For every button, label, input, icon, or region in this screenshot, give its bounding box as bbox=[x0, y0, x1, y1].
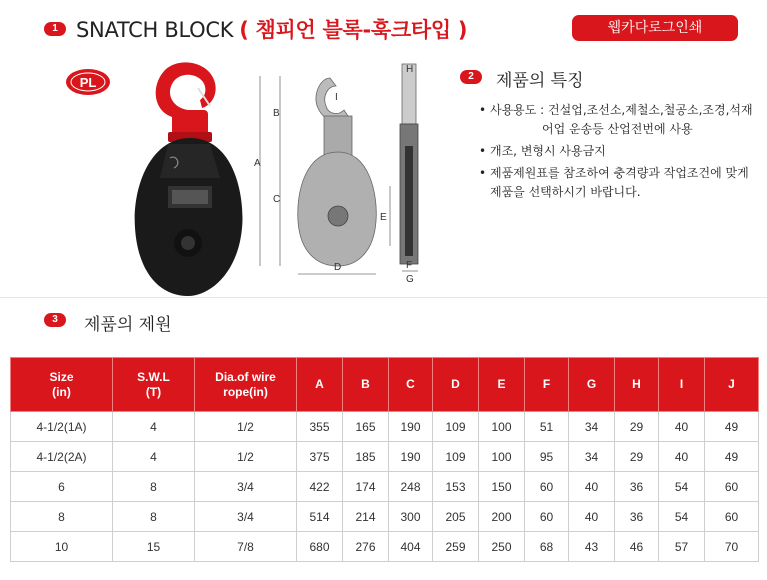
pl-logo bbox=[66, 69, 110, 95]
pl-logo-text: PL bbox=[79, 75, 97, 90]
table-cell: 422 bbox=[297, 472, 343, 502]
spec-header-cell: B bbox=[343, 358, 389, 412]
table-cell: 100 bbox=[479, 442, 525, 472]
spec-header-cell: A bbox=[297, 358, 343, 412]
table-cell: 375 bbox=[297, 442, 343, 472]
spec-heading: 제품의 제원 bbox=[84, 315, 172, 335]
table-row bbox=[11, 412, 759, 442]
table-cell: 34 bbox=[569, 442, 615, 472]
table-cell: 49 bbox=[705, 442, 759, 472]
table-cell: 54 bbox=[659, 472, 705, 502]
table-cell: 40 bbox=[569, 502, 615, 532]
snatch-block-photo-image bbox=[60, 58, 250, 298]
table-cell: 165 bbox=[343, 412, 389, 442]
features-list bbox=[478, 101, 763, 202]
table-cell: 34 bbox=[569, 412, 615, 442]
table-cell: 68 bbox=[525, 532, 569, 562]
table-row bbox=[11, 442, 759, 472]
table-cell: 60 bbox=[525, 502, 569, 532]
web-catalog-print-button[interactable]: 웹카다로그인쇄 bbox=[572, 15, 738, 41]
table-cell: 54 bbox=[659, 502, 705, 532]
feature-item: • 제품제원표를 참조하여 충격량과 작업조건에 맞게 bbox=[478, 164, 763, 183]
spec-header-row bbox=[11, 358, 759, 412]
table-cell: 200 bbox=[479, 502, 525, 532]
table-cell: 57 bbox=[659, 532, 705, 562]
table-cell: 36 bbox=[615, 502, 659, 532]
table-cell: 29 bbox=[615, 412, 659, 442]
table-cell: 1/2 bbox=[195, 442, 297, 472]
table-cell: 109 bbox=[433, 412, 479, 442]
dimension-drawing bbox=[240, 56, 440, 286]
table-cell: 248 bbox=[389, 472, 433, 502]
dimension-label-h: H bbox=[406, 64, 414, 75]
spec-table bbox=[10, 357, 759, 562]
table-cell: 8 bbox=[11, 502, 113, 532]
section-number-badge: 1 bbox=[44, 22, 66, 36]
table-cell: 40 bbox=[659, 442, 705, 472]
spec-header-cell: I bbox=[659, 358, 705, 412]
table-cell: 10 bbox=[11, 532, 113, 562]
section-divider bbox=[0, 297, 767, 298]
table-cell: 46 bbox=[615, 532, 659, 562]
table-cell: 404 bbox=[389, 532, 433, 562]
table-cell: 174 bbox=[343, 472, 389, 502]
table-cell: 60 bbox=[705, 472, 759, 502]
spec-header-cell: E bbox=[479, 358, 525, 412]
table-cell: 4 bbox=[113, 412, 195, 442]
table-cell: 514 bbox=[297, 502, 343, 532]
feature-item-continued: 어업 운송등 산업전번에 사용 bbox=[542, 122, 693, 136]
dimension-label-c: C bbox=[273, 194, 281, 205]
table-cell: 1/2 bbox=[195, 412, 297, 442]
table-cell: 214 bbox=[343, 502, 389, 532]
section-number-badge: 3 bbox=[44, 313, 66, 327]
table-cell: 8 bbox=[113, 472, 195, 502]
table-cell: 190 bbox=[389, 412, 433, 442]
table-cell: 4-1/2(1A) bbox=[11, 412, 113, 442]
dimension-label-b: B bbox=[273, 108, 280, 119]
table-cell: 4 bbox=[113, 442, 195, 472]
feature-item-continued: 제품을 선택하시기 바랍니다. bbox=[490, 185, 641, 199]
spec-header-cell: S.W.L (T) bbox=[113, 358, 195, 412]
page-title-ko: ( 챔피언 블록-훅크타입 ) bbox=[239, 18, 468, 42]
table-cell: 4-1/2(2A) bbox=[11, 442, 113, 472]
table-cell: 60 bbox=[705, 502, 759, 532]
table-cell: 150 bbox=[479, 472, 525, 502]
spec-header-cell: F bbox=[525, 358, 569, 412]
spec-header-cell: Size (in) bbox=[11, 358, 113, 412]
table-cell: 250 bbox=[479, 532, 525, 562]
table-cell: 36 bbox=[615, 472, 659, 502]
spec-header-cell: C bbox=[389, 358, 433, 412]
table-cell: 7/8 bbox=[195, 532, 297, 562]
feature-item: • 사용용도 : 건설업,조선소,제철소,철공소,조경,석재 bbox=[478, 101, 763, 120]
table-cell: 276 bbox=[343, 532, 389, 562]
spec-header-cell: H bbox=[615, 358, 659, 412]
table-row bbox=[11, 472, 759, 502]
table-cell: 29 bbox=[615, 442, 659, 472]
table-cell: 3/4 bbox=[195, 502, 297, 532]
table-cell: 70 bbox=[705, 532, 759, 562]
table-row bbox=[11, 532, 759, 562]
spec-header-cell: D bbox=[433, 358, 479, 412]
dimension-label-f: F bbox=[406, 260, 413, 271]
table-cell: 40 bbox=[659, 412, 705, 442]
table-cell: 15 bbox=[113, 532, 195, 562]
section-number-badge: 2 bbox=[460, 70, 482, 84]
table-cell: 95 bbox=[525, 442, 569, 472]
table-cell: 680 bbox=[297, 532, 343, 562]
table-cell: 100 bbox=[479, 412, 525, 442]
table-cell: 185 bbox=[343, 442, 389, 472]
dimension-label-e: E bbox=[380, 212, 387, 223]
table-cell: 355 bbox=[297, 412, 343, 442]
product-photo bbox=[60, 58, 250, 298]
spec-header-cell: Dia.of wire rope(in) bbox=[195, 358, 297, 412]
table-cell: 49 bbox=[705, 412, 759, 442]
table-cell: 109 bbox=[433, 442, 479, 472]
table-cell: 6 bbox=[11, 472, 113, 502]
table-cell: 43 bbox=[569, 532, 615, 562]
table-cell: 153 bbox=[433, 472, 479, 502]
table-cell: 205 bbox=[433, 502, 479, 532]
dimension-label-g: G bbox=[406, 274, 414, 285]
page-title bbox=[76, 14, 467, 44]
dimension-label-d: D bbox=[334, 262, 342, 273]
table-cell: 40 bbox=[569, 472, 615, 502]
dimension-diagram bbox=[240, 56, 440, 286]
table-cell: 60 bbox=[525, 472, 569, 502]
page-title-en: SNATCH BLOCK bbox=[76, 18, 234, 42]
table-cell: 51 bbox=[525, 412, 569, 442]
feature-item: • 개조, 변형시 사용금지 bbox=[478, 142, 763, 161]
table-cell: 3/4 bbox=[195, 472, 297, 502]
table-cell: 259 bbox=[433, 532, 479, 562]
spec-header-cell: J bbox=[705, 358, 759, 412]
dimension-label-i: I bbox=[335, 92, 338, 103]
spec-header-cell: G bbox=[569, 358, 615, 412]
table-cell: 190 bbox=[389, 442, 433, 472]
table-row bbox=[11, 502, 759, 532]
table-cell: 300 bbox=[389, 502, 433, 532]
spec-body bbox=[11, 412, 759, 562]
table-cell: 8 bbox=[113, 502, 195, 532]
dimension-label-a: A bbox=[254, 158, 261, 169]
features-heading: 제품의 특징 bbox=[496, 71, 584, 91]
